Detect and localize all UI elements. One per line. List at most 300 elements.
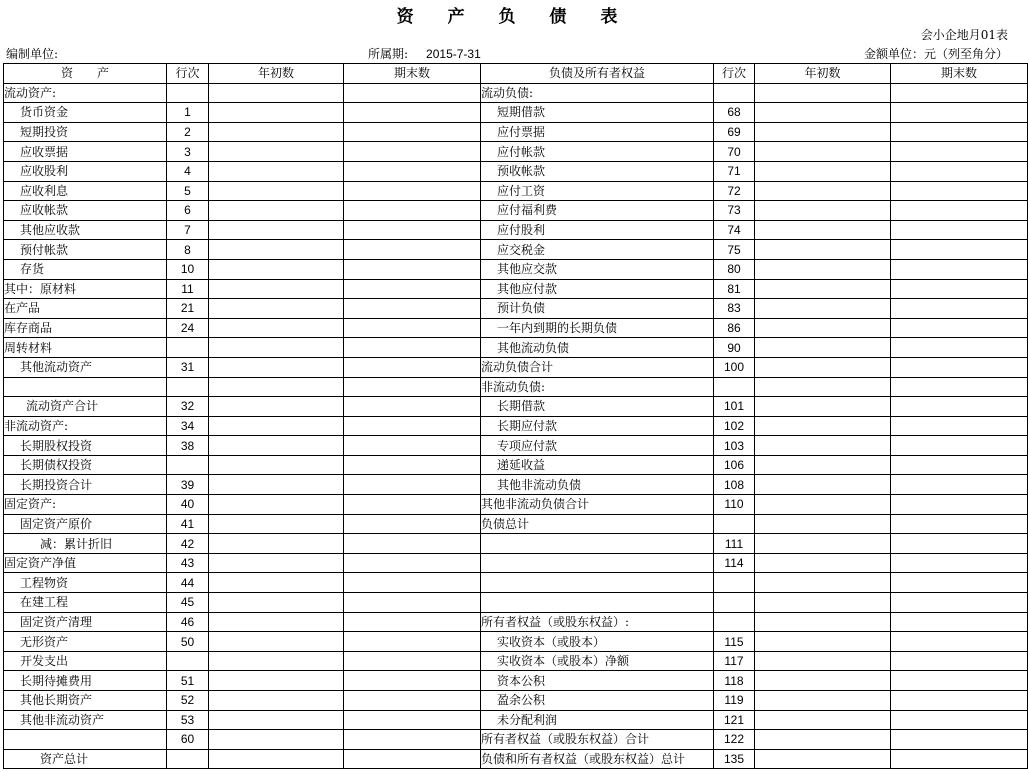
asset-row-number xyxy=(167,83,209,103)
liability-begin-value xyxy=(755,142,891,162)
asset-row-number: 46 xyxy=(167,612,209,632)
asset-item-label: 固定资产: xyxy=(4,495,167,515)
liability-item-label: 负债总计 xyxy=(481,514,714,534)
col-header-row-no: 行次 xyxy=(167,64,209,84)
asset-end-value xyxy=(344,318,481,338)
asset-end-value xyxy=(344,749,481,769)
liability-end-value xyxy=(891,122,1028,142)
asset-row-number: 4 xyxy=(167,161,209,181)
asset-begin-value xyxy=(209,495,344,515)
asset-item-label xyxy=(4,730,167,750)
col-header-end: 期末数 xyxy=(344,64,481,84)
liability-row-number: 111 xyxy=(714,534,755,554)
period-label: 所属期: xyxy=(368,47,409,61)
asset-row-number: 45 xyxy=(167,593,209,613)
liability-row-number: 101 xyxy=(714,397,755,417)
liability-begin-value xyxy=(755,220,891,240)
asset-begin-value xyxy=(209,651,344,671)
liability-item-label: 负债和所有者权益（或股东权益）总计 xyxy=(481,749,714,769)
liability-row-number: 115 xyxy=(714,632,755,652)
asset-item-label: 流动资产合计 xyxy=(4,397,167,417)
liability-item-label: 所有者权益（或股东权益）合计 xyxy=(481,730,714,750)
table-row xyxy=(4,671,1028,691)
liability-item-label: 短期借款 xyxy=(481,103,714,123)
liability-end-value xyxy=(891,593,1028,613)
liability-end-value xyxy=(891,181,1028,201)
liability-row-number: 117 xyxy=(714,651,755,671)
asset-item-label: 固定资产原价 xyxy=(4,514,167,534)
asset-row-number xyxy=(167,455,209,475)
liability-item-label: 递延收益 xyxy=(481,455,714,475)
asset-row-number: 42 xyxy=(167,534,209,554)
liability-end-value xyxy=(891,455,1028,475)
liability-begin-value xyxy=(755,259,891,279)
liability-row-number: 68 xyxy=(714,103,755,123)
asset-end-value xyxy=(344,181,481,201)
liability-item-label: 应付帐款 xyxy=(481,142,714,162)
asset-item-label: 非流动资产: xyxy=(4,416,167,436)
asset-item-label: 预付帐款 xyxy=(4,240,167,260)
liability-begin-value xyxy=(755,318,891,338)
liability-begin-value xyxy=(755,573,891,593)
liability-begin-value xyxy=(755,593,891,613)
col-header-asset: 资 产 xyxy=(4,64,167,84)
liability-item-label: 盈余公积 xyxy=(481,691,714,711)
liability-begin-value xyxy=(755,691,891,711)
liability-begin-value xyxy=(755,534,891,554)
liability-item-label: 长期借款 xyxy=(481,397,714,417)
asset-item-label: 长期投资合计 xyxy=(4,475,167,495)
asset-row-number: 51 xyxy=(167,671,209,691)
liability-row-number: 71 xyxy=(714,161,755,181)
asset-row-number: 3 xyxy=(167,142,209,162)
asset-begin-value xyxy=(209,553,344,573)
table-row xyxy=(4,377,1028,397)
asset-item-label: 工程物资 xyxy=(4,573,167,593)
table-row xyxy=(4,161,1028,181)
asset-item-label: 资产总计 xyxy=(4,749,167,769)
liability-row-number: 75 xyxy=(714,240,755,260)
asset-begin-value xyxy=(209,181,344,201)
asset-row-number: 1 xyxy=(167,103,209,123)
liability-end-value xyxy=(891,338,1028,358)
liability-item-label: 其他非流动负债 xyxy=(481,475,714,495)
liability-begin-value xyxy=(755,161,891,181)
liability-row-number: 72 xyxy=(714,181,755,201)
liability-begin-value xyxy=(755,83,891,103)
asset-begin-value xyxy=(209,573,344,593)
asset-end-value xyxy=(344,377,481,397)
liability-item-label: 实收资本（或股本）净额 xyxy=(481,651,714,671)
table-row xyxy=(4,103,1028,123)
asset-begin-value xyxy=(209,455,344,475)
liability-row-number: 118 xyxy=(714,671,755,691)
liability-row-number: 114 xyxy=(714,553,755,573)
asset-begin-value xyxy=(209,142,344,162)
liability-item-label: 应付股利 xyxy=(481,220,714,240)
asset-end-value xyxy=(344,259,481,279)
liability-end-value xyxy=(891,416,1028,436)
asset-row-number: 7 xyxy=(167,220,209,240)
asset-end-value xyxy=(344,534,481,554)
liability-row-number: 70 xyxy=(714,142,755,162)
liability-begin-value xyxy=(755,122,891,142)
asset-row-number xyxy=(167,651,209,671)
liability-end-value xyxy=(891,201,1028,221)
asset-item-label: 在产品 xyxy=(4,299,167,319)
liability-begin-value xyxy=(755,416,891,436)
liability-end-value xyxy=(891,240,1028,260)
liability-begin-value xyxy=(755,103,891,123)
liability-row-number xyxy=(714,573,755,593)
liability-item-label: 流动负债: xyxy=(481,83,714,103)
liability-item-label: 所有者权益（或股东权益）: xyxy=(481,612,714,632)
table-row xyxy=(4,495,1028,515)
liability-row-number: 135 xyxy=(714,749,755,769)
asset-row-number: 39 xyxy=(167,475,209,495)
table-row xyxy=(4,338,1028,358)
liability-row-number: 81 xyxy=(714,279,755,299)
liability-row-number: 74 xyxy=(714,220,755,240)
balance-sheet-table xyxy=(3,63,1028,769)
asset-end-value xyxy=(344,671,481,691)
liability-row-number xyxy=(714,612,755,632)
asset-row-number: 60 xyxy=(167,730,209,750)
asset-begin-value xyxy=(209,632,344,652)
liability-row-number xyxy=(714,377,755,397)
asset-item-label: 长期股权投资 xyxy=(4,436,167,456)
asset-end-value xyxy=(344,612,481,632)
liability-row-number xyxy=(714,514,755,534)
asset-row-number: 8 xyxy=(167,240,209,260)
currency-unit-label: 金额单位：元（列至角分） xyxy=(863,47,1008,61)
form-code: 会小企地月01表 xyxy=(920,28,1008,42)
asset-begin-value xyxy=(209,299,344,319)
table-row xyxy=(4,142,1028,162)
asset-begin-value xyxy=(209,416,344,436)
asset-item-label: 其中：原材料 xyxy=(4,279,167,299)
col-header-begin: 年初数 xyxy=(209,64,344,84)
asset-row-number: 31 xyxy=(167,357,209,377)
asset-end-value xyxy=(344,495,481,515)
liability-begin-value xyxy=(755,651,891,671)
asset-begin-value xyxy=(209,201,344,221)
liability-begin-value xyxy=(755,240,891,260)
asset-end-value xyxy=(344,201,481,221)
asset-end-value xyxy=(344,436,481,456)
asset-end-value xyxy=(344,83,481,103)
asset-end-value xyxy=(344,357,481,377)
asset-begin-value xyxy=(209,475,344,495)
asset-row-number: 44 xyxy=(167,573,209,593)
liability-begin-value xyxy=(755,730,891,750)
liability-end-value xyxy=(891,495,1028,515)
asset-item-label: 其他流动资产 xyxy=(4,357,167,377)
liability-item-label: 应付票据 xyxy=(481,122,714,142)
table-row xyxy=(4,514,1028,534)
asset-end-value xyxy=(344,161,481,181)
asset-item-label: 开发支出 xyxy=(4,651,167,671)
table-row xyxy=(4,299,1028,319)
liability-row-number: 122 xyxy=(714,730,755,750)
liability-begin-value xyxy=(755,436,891,456)
table-row xyxy=(4,318,1028,338)
asset-begin-value xyxy=(209,730,344,750)
asset-end-value xyxy=(344,651,481,671)
asset-end-value xyxy=(344,299,481,319)
asset-begin-value xyxy=(209,83,344,103)
table-row xyxy=(4,357,1028,377)
asset-row-number: 41 xyxy=(167,514,209,534)
liability-end-value xyxy=(891,397,1028,417)
liability-end-value xyxy=(891,730,1028,750)
asset-end-value xyxy=(344,142,481,162)
asset-end-value xyxy=(344,240,481,260)
asset-end-value xyxy=(344,122,481,142)
col-header-begin-2: 年初数 xyxy=(755,64,891,84)
liability-item-label: 预计负债 xyxy=(481,299,714,319)
liability-end-value xyxy=(891,357,1028,377)
liability-item-label: 其他流动负债 xyxy=(481,338,714,358)
asset-item-label: 库存商品 xyxy=(4,318,167,338)
liability-item-label: 其他应付款 xyxy=(481,279,714,299)
asset-row-number: 53 xyxy=(167,710,209,730)
asset-row-number: 21 xyxy=(167,299,209,319)
reporting-unit-label: 编制单位: xyxy=(6,47,59,61)
table-row xyxy=(4,534,1028,554)
table-row xyxy=(4,749,1028,769)
liability-item-label: 预收帐款 xyxy=(481,161,714,181)
asset-row-number: 34 xyxy=(167,416,209,436)
table-row xyxy=(4,573,1028,593)
liability-row-number xyxy=(714,83,755,103)
asset-end-value xyxy=(344,514,481,534)
asset-item-label xyxy=(4,377,167,397)
asset-begin-value xyxy=(209,593,344,613)
liability-begin-value xyxy=(755,455,891,475)
liability-row-number xyxy=(714,593,755,613)
asset-begin-value xyxy=(209,436,344,456)
table-row xyxy=(4,201,1028,221)
liability-row-number: 100 xyxy=(714,357,755,377)
liability-end-value xyxy=(891,142,1028,162)
period-value: 2015-7-31 xyxy=(426,47,481,61)
liability-begin-value xyxy=(755,514,891,534)
liability-row-number: 102 xyxy=(714,416,755,436)
asset-begin-value xyxy=(209,279,344,299)
asset-end-value xyxy=(344,455,481,475)
liability-item-label: 专项应付款 xyxy=(481,436,714,456)
asset-begin-value xyxy=(209,534,344,554)
table-row xyxy=(4,593,1028,613)
liability-item-label: 资本公积 xyxy=(481,671,714,691)
asset-begin-value xyxy=(209,377,344,397)
liability-end-value xyxy=(891,259,1028,279)
liability-end-value xyxy=(891,318,1028,338)
table-row xyxy=(4,651,1028,671)
liability-item-label: 其他非流动负债合计 xyxy=(481,495,714,515)
liability-begin-value xyxy=(755,181,891,201)
table-row xyxy=(4,612,1028,632)
liability-begin-value xyxy=(755,495,891,515)
liability-item-label: 应付福利费 xyxy=(481,201,714,221)
table-row xyxy=(4,436,1028,456)
asset-row-number: 40 xyxy=(167,495,209,515)
liability-row-number: 73 xyxy=(714,201,755,221)
header-row xyxy=(4,64,1028,84)
liability-item-label xyxy=(481,573,714,593)
liability-item-label: 长期应付款 xyxy=(481,416,714,436)
table-row xyxy=(4,691,1028,711)
asset-end-value xyxy=(344,279,481,299)
asset-end-value xyxy=(344,416,481,436)
liability-begin-value xyxy=(755,397,891,417)
liability-row-number: 103 xyxy=(714,436,755,456)
liability-row-number: 90 xyxy=(714,338,755,358)
asset-begin-value xyxy=(209,103,344,123)
table-row xyxy=(4,475,1028,495)
liability-item-label xyxy=(481,534,714,554)
liability-end-value xyxy=(891,279,1028,299)
asset-row-number: 43 xyxy=(167,553,209,573)
asset-item-label: 减：累计折旧 xyxy=(4,534,167,554)
liability-begin-value xyxy=(755,710,891,730)
liability-end-value xyxy=(891,161,1028,181)
liability-begin-value xyxy=(755,671,891,691)
liability-begin-value xyxy=(755,749,891,769)
asset-begin-value xyxy=(209,691,344,711)
asset-end-value xyxy=(344,710,481,730)
asset-end-value xyxy=(344,553,481,573)
asset-begin-value xyxy=(209,259,344,279)
period xyxy=(368,45,481,62)
liability-row-number: 69 xyxy=(714,122,755,142)
asset-end-value xyxy=(344,103,481,123)
liability-end-value xyxy=(891,651,1028,671)
liability-end-value xyxy=(891,220,1028,240)
liability-item-label: 非流动负债: xyxy=(481,377,714,397)
asset-item-label: 应收利息 xyxy=(4,181,167,201)
liability-end-value xyxy=(891,710,1028,730)
liability-end-value xyxy=(891,83,1028,103)
liability-begin-value xyxy=(755,338,891,358)
asset-item-label: 长期待摊费用 xyxy=(4,671,167,691)
asset-row-number: 50 xyxy=(167,632,209,652)
col-header-liabilities: 负债及所有者权益 xyxy=(481,64,714,84)
asset-row-number xyxy=(167,749,209,769)
table-row xyxy=(4,632,1028,652)
liability-end-value xyxy=(891,553,1028,573)
asset-row-number: 5 xyxy=(167,181,209,201)
table-body xyxy=(4,83,1028,769)
liability-row-number: 121 xyxy=(714,710,755,730)
asset-row-number: 52 xyxy=(167,691,209,711)
asset-begin-value xyxy=(209,338,344,358)
liability-item-label: 未分配利润 xyxy=(481,710,714,730)
asset-begin-value xyxy=(209,710,344,730)
table-row xyxy=(4,259,1028,279)
table-row xyxy=(4,730,1028,750)
asset-end-value xyxy=(344,730,481,750)
asset-begin-value xyxy=(209,122,344,142)
asset-begin-value xyxy=(209,514,344,534)
asset-item-label: 固定资产清理 xyxy=(4,612,167,632)
asset-begin-value xyxy=(209,612,344,632)
liability-end-value xyxy=(891,436,1028,456)
liability-item-label: 其他应交款 xyxy=(481,259,714,279)
table-row xyxy=(4,181,1028,201)
asset-item-label: 应收股利 xyxy=(4,161,167,181)
liability-item-label: 一年内到期的长期负债 xyxy=(481,318,714,338)
liability-end-value xyxy=(891,377,1028,397)
asset-begin-value xyxy=(209,397,344,417)
liability-row-number: 80 xyxy=(714,259,755,279)
asset-row-number xyxy=(167,377,209,397)
col-header-row-no-2: 行次 xyxy=(714,64,755,84)
asset-begin-value xyxy=(209,671,344,691)
table-row xyxy=(4,397,1028,417)
liability-end-value xyxy=(891,691,1028,711)
asset-item-label: 货币资金 xyxy=(4,103,167,123)
liability-row-number: 119 xyxy=(714,691,755,711)
asset-begin-value xyxy=(209,318,344,338)
liability-item-label xyxy=(481,593,714,613)
asset-begin-value xyxy=(209,357,344,377)
asset-row-number: 24 xyxy=(167,318,209,338)
liability-begin-value xyxy=(755,553,891,573)
liability-item-label: 应交税金 xyxy=(481,240,714,260)
asset-row-number: 2 xyxy=(167,122,209,142)
asset-item-label: 长期债权投资 xyxy=(4,455,167,475)
liability-end-value xyxy=(891,299,1028,319)
liability-row-number: 83 xyxy=(714,299,755,319)
liability-end-value xyxy=(891,534,1028,554)
asset-end-value xyxy=(344,475,481,495)
asset-end-value xyxy=(344,632,481,652)
table-row xyxy=(4,122,1028,142)
asset-begin-value xyxy=(209,161,344,181)
asset-item-label: 存货 xyxy=(4,259,167,279)
asset-item-label: 短期投资 xyxy=(4,122,167,142)
liability-item-label: 应付工资 xyxy=(481,181,714,201)
asset-item-label: 无形资产 xyxy=(4,632,167,652)
asset-item-label: 在建工程 xyxy=(4,593,167,613)
asset-row-number xyxy=(167,338,209,358)
liability-item-label: 实收资本（或股本） xyxy=(481,632,714,652)
liability-begin-value xyxy=(755,377,891,397)
liability-begin-value xyxy=(755,299,891,319)
liability-end-value xyxy=(891,612,1028,632)
asset-begin-value xyxy=(209,220,344,240)
table-row xyxy=(4,553,1028,573)
liability-row-number: 110 xyxy=(714,495,755,515)
asset-row-number: 11 xyxy=(167,279,209,299)
report-title: 资 产 负 债 表 xyxy=(396,7,632,27)
asset-begin-value xyxy=(209,240,344,260)
asset-item-label: 其他长期资产 xyxy=(4,691,167,711)
liability-item-label xyxy=(481,553,714,573)
asset-item-label: 其他应收款 xyxy=(4,220,167,240)
liability-begin-value xyxy=(755,632,891,652)
liability-end-value xyxy=(891,573,1028,593)
liability-begin-value xyxy=(755,279,891,299)
asset-item-label: 应收帐款 xyxy=(4,201,167,221)
liability-begin-value xyxy=(755,201,891,221)
asset-item-label: 固定资产净值 xyxy=(4,553,167,573)
table-row xyxy=(4,279,1028,299)
asset-end-value xyxy=(344,573,481,593)
liability-end-value xyxy=(891,514,1028,534)
